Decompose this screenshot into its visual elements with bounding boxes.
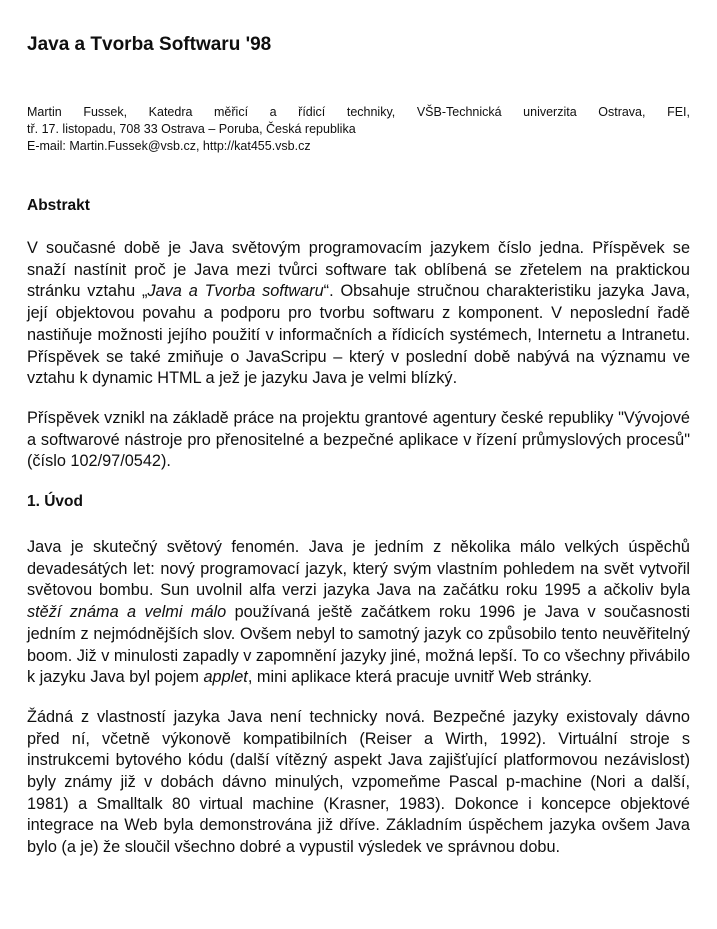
paragraph-text: “. Obsahuje stručnou charakteristiku jazyka Java, její objektovou povahu a podporu pro tvorbu softwaru z komponent. V neposlední řadě nastiňuje možnosti jejího použití v informačních a řídicích systémech, Internetu a Intranetu. Příspěvek se také zmiňuje o JavaScripu – který v poslední době nabývá na významu ve vztahu k dynamic HTML a jež je jazyku Java je velmi blízký. (27, 282, 690, 388)
grant-acknowledgement-paragraph: Příspěvek vznikl na základě práce na projektu grantové agentury české republiky "Vývojové a softwarové nástroje pro přenositelné a bezpečné aplikace v řízení průmyslových procesů" (číslo 102/97/0542). (27, 408, 690, 471)
paragraph-text: používaná ještě začátkem roku 1996 je Java v současnosti jedním z nejmódnějších slov. Ovšem nebyl to samotný jazyk co způsobilo tento neuvěřitelný boom. Již v minulosti zapadly v zapomnění jazyky jiné, možná lepší. To co všechny přivábilo k jazyku Java byl pojem (27, 603, 691, 687)
abstract-heading: Abstrakt (27, 197, 90, 214)
paragraph-text: V současné době je Java světovým programovacím jazykem číslo jedna. Příspěvek se snaží nastínit proč je Java mezi tvůrci software tak oblíbená se zřetelem na praktickou stránku vztahu „ (27, 239, 690, 301)
paragraph-text: , mini aplikace která pracuje uvnitř Web stránky. (247, 668, 592, 687)
intro-paragraph-2: Žádná z vlastností jazyka Java není technicky nová. Bezpečné jazyky existovaly dávno před ní, včetně výkonově kompatibilních (Reiser a Wirth, 1992). Virtuální stroje s instrukcemi bytového kódu (další vítězný aspekt Java zajišťující platformovou nezávislost) byly známy již v dobách dávno minulých, vzpomeňme Pascal p-machine (Nori a další, 1981) a Smalltalk 80 virtual machine (Krasner, 1983). Dokonce i koncepce objektové integrace na Web byla demonstrována již dříve. Základním úspěchem jazyka ovšem Java bylo (a je) že sloučil všechno dobré a vypustil výsledek ve správnou dobu. (27, 707, 690, 857)
author-affiliation-block (27, 104, 690, 155)
paragraph-text: Java je skutečný světový fenomén. Java je jedním z několika málo velkých úspěchů devadesátých let: nový programovací jazyk, který svým vlastním pohledem na svět vytvořil světovou bombu. Sun uvolnil alfa verzi jazyka Java na začátku roku 1995 a ačkoliv byla (27, 538, 690, 600)
author-line-2: tř. 17. listopadu, 708 33 Ostrava – Poruba, Česká republika (27, 122, 356, 136)
italic-phrase-title-reference: Java a Tvorba softwaru (147, 282, 324, 301)
paper-title: Java a Tvorba Softwaru '98 (27, 34, 272, 55)
author-line-1: Martin Fussek, Katedra měřicí a řídicí techniky, VŠB-Technická univerzita Ostrava, FEI, (27, 105, 690, 119)
intro-paragraph-1 (27, 537, 690, 689)
author-email-line: E-mail: Martin.Fussek@vsb.cz, http://kat455.vsb.cz (27, 139, 311, 153)
section-1-heading: 1. Úvod (27, 493, 83, 511)
italic-phrase: stěží známa a velmi málo (27, 603, 227, 622)
italic-phrase-applet: applet (203, 668, 248, 687)
abstract-paragraph-1 (27, 238, 690, 390)
